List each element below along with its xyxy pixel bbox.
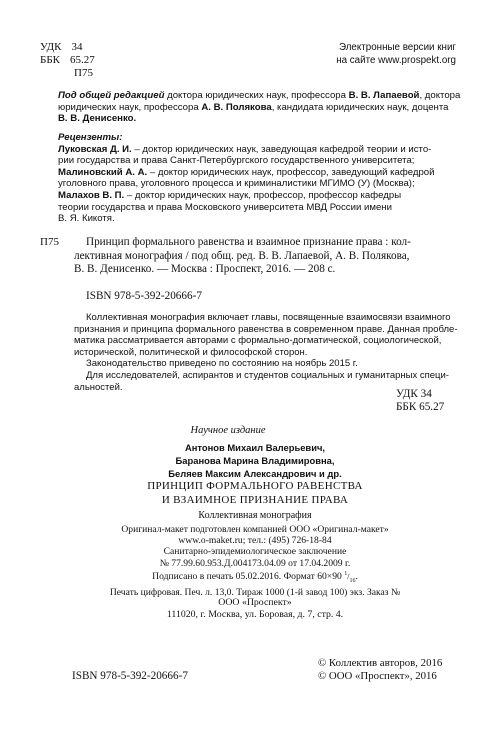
editor-2: А. В. Полякова — [201, 101, 272, 113]
bbk-value: 65.27 — [69, 53, 95, 66]
editorship — [58, 90, 460, 125]
book-title-line: И ВЗАИМНОЕ ПРИЗНАНИЕ ПРАВА — [161, 493, 349, 506]
catalog-line: лективная монография / под общ. ред. В. В. Лапаевой, А. В. Полякова, — [74, 249, 410, 262]
udk-bottom-bbk: ББК 65.27 — [396, 401, 445, 413]
catalog-entry — [74, 236, 464, 277]
reviewer-1-text: рии государства и права Санкт-Петербургского государственного университета; — [58, 155, 415, 167]
online-note — [280, 42, 456, 67]
annotation-line: альностей. — [74, 381, 123, 393]
book-title-line: ПРИНЦИП ФОРМАЛЬНОГО РАВЕНСТВА — [147, 480, 363, 492]
reviewer-2-name: Малиновский А. А. — [58, 166, 148, 178]
sanitary-info: Санитарно-эпидемиологическое заключение — [163, 546, 347, 558]
reviewer-1-text: – доктор юридических наук, заведующая кафедрой теории и исто- — [131, 143, 432, 155]
author: Баранова Марина Владимировна, — [175, 455, 335, 467]
print-info-text: Подписано в печать 05.02.2016. Формат 60×90 — [152, 571, 345, 582]
publisher — [130, 597, 380, 621]
catalog-isbn: ISBN 978-5-392-20666-7 — [86, 290, 202, 302]
udk-label: УДК — [40, 41, 62, 53]
footer-isbn: ISBN 978-5-392-20666-7 — [72, 670, 188, 682]
bbk-label: ББК — [40, 53, 60, 66]
annotation-line: Коллективная монография включает главы, посвященные взаимосвязи взаимного — [86, 312, 451, 323]
format-sup: 1 — [344, 570, 348, 577]
online-note-line2: на сайте www.prospekt.org — [336, 54, 456, 66]
udk-bottom — [396, 388, 444, 414]
print-info: Подписано в печать 05.02.2016. Формат 60×90 $^1/_{16}$. — [152, 570, 358, 584]
book-title — [130, 480, 380, 508]
catalog-line: В. В. Денисенко. — Москва : Проспект, 2016. — 208 с. — [74, 263, 336, 276]
copyright — [318, 657, 442, 684]
reviewer-2-text: уголовного права, уголовного процесса и криминалистики МГИМО (У) (Москва); — [58, 178, 415, 190]
editor-1: В. В. Лапаевой — [348, 90, 420, 101]
print-info: Печать цифровая. Печ. л. 13,0. Тираж 1000 (1-й завод 100) экз. Заказ № — [109, 587, 401, 599]
editorship-text: , кандидата юридических наук, доцента — [271, 101, 449, 113]
copyright-line: © Коллектив авторов, 2016 — [318, 657, 443, 669]
reviewer-3-text: теории государства и права Московского университета МВД России имени — [58, 201, 392, 213]
annotation-line: Для исследователей, аспирантов и студентов социальных и гуманитарных специ- — [86, 369, 449, 381]
edition-type: Научное издание — [190, 425, 266, 436]
udk-bottom-udk: УДК 34 — [396, 388, 432, 400]
reviewer-2-text: – доктор юридических наук, профессор, заведующий кафедрой — [147, 166, 435, 178]
authors — [130, 441, 380, 481]
format-sub: 16 — [349, 577, 356, 584]
imprint-details — [90, 524, 420, 598]
online-note-line1: Электронные версии книг — [339, 42, 456, 53]
reviewers — [58, 132, 460, 225]
publisher-name: ООО «Проспект» — [218, 597, 292, 608]
publisher-address: 111020, г. Москва, ул. Боровая, д. 7, стр. 4. — [166, 609, 344, 620]
layout-info: Оригинал-макет подготовлен компанией ООО «Оригинал-макет» — [121, 524, 389, 535]
sanitary-info: № 77.99.60.953.Д.004173.04.09 от 17.04.2009 г. — [159, 557, 351, 569]
copyright-line: © ООО «Проспект», 2016 — [318, 670, 437, 683]
reviewer-3-name: Малахов В. П. — [58, 189, 125, 201]
udk-value: 34 — [71, 41, 83, 53]
catalog-line: Принцип формального равенства и взаимное признание права : кол- — [86, 236, 411, 248]
annotation-line: Законодательство приведено по состоянию на ноябрь 2015 г. — [86, 358, 358, 370]
print-info-text: . — [355, 571, 358, 582]
editorship-intro: Под общей редакцией — [58, 90, 165, 101]
reviewers-heading: Рецензенты: — [58, 132, 123, 143]
catalog-mark: П75 — [40, 236, 59, 248]
editorship-text: юридических наук, профессора — [58, 101, 202, 113]
reviewer-3-text: – доктор юридических наук, профессор, профессор кафедры — [124, 189, 402, 201]
annotation — [74, 312, 460, 393]
reviewer-3-text: В. Я. Кикотя. — [58, 213, 115, 225]
editorship-text: доктора юридических наук, профессора — [164, 90, 349, 101]
genre: Коллективная монография — [198, 510, 312, 521]
annotation-line: признания и принципа формального равенства в современном праве. Данная пробле- — [74, 323, 458, 335]
annotation-line: матика рассматривается авторами с формально-догматической, социологической, — [74, 335, 442, 347]
editorship-text: , доктора — [419, 90, 461, 101]
annotation-line: исторической, политической и философской сторон. — [74, 346, 308, 358]
author: Беляев Максим Александрович и др. — [168, 468, 342, 480]
author: Антонов Михаил Валерьевич, — [184, 442, 326, 453]
udk-block — [40, 41, 100, 79]
reviewer-1-name: Луковская Д. И. — [58, 143, 132, 155]
layout-info: www.o-maket.ru; тел.: (495) 726-18-84 — [178, 535, 332, 547]
editor-3: В. В. Денисенко. — [58, 113, 137, 125]
author-mark: П75 — [74, 66, 93, 79]
